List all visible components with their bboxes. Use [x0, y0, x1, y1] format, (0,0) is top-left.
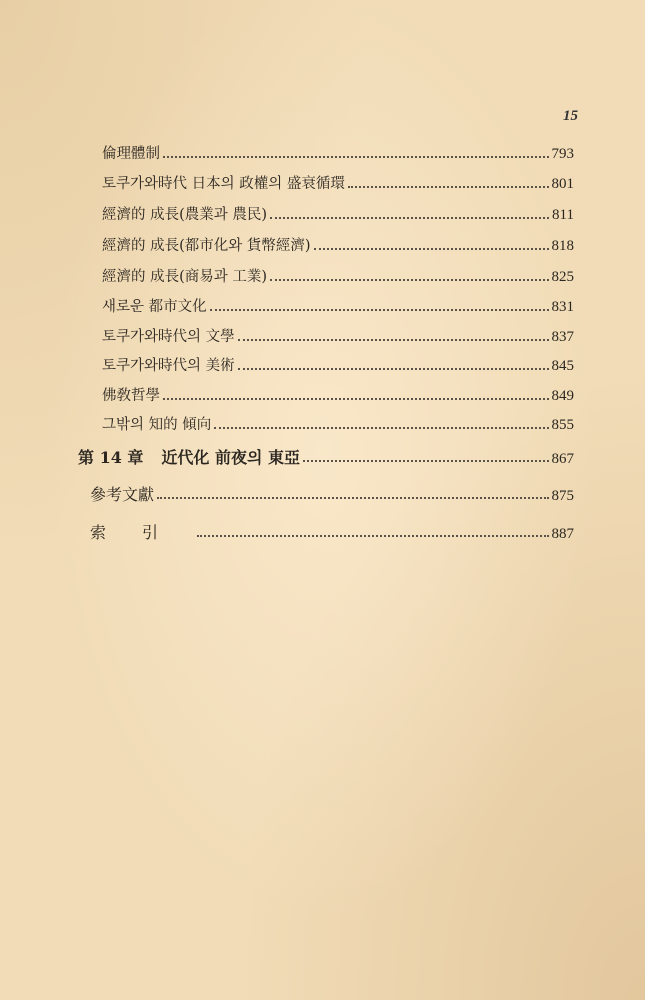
- toc-entry-label: 經濟的 成長(都市化와 貨幣經濟): [102, 238, 311, 254]
- dot-leader: [210, 309, 549, 311]
- toc-entry-page: 855: [551, 417, 574, 433]
- toc-entry-label: 經濟的 成長(農業과 農民): [102, 207, 268, 223]
- toc-entry: [102, 295, 574, 316]
- toc-entry-label: 그밖의 知的 傾向: [102, 417, 212, 433]
- appendix-entry-bibliography: [90, 482, 574, 505]
- toc-entry: [102, 384, 574, 405]
- dot-leader: [314, 248, 549, 250]
- toc-entry-label: 經濟的 成長(商易과 工業): [102, 269, 268, 285]
- dot-leader: [214, 427, 548, 429]
- chapter-title: 近代化 前夜의 東亞: [161, 448, 301, 467]
- toc-entry: [102, 354, 574, 375]
- toc-entry-label: 토쿠가와時代의 美術: [102, 358, 235, 374]
- appendix-label: 索引: [90, 523, 195, 542]
- toc-entry: [102, 265, 574, 286]
- toc-entry-page: 825: [551, 269, 574, 285]
- toc-entry: [102, 325, 574, 346]
- chapter-heading: [78, 445, 574, 468]
- toc-entry-page: 793: [551, 146, 574, 162]
- toc-entry: [102, 234, 574, 255]
- appendix-entry-index: [90, 520, 574, 543]
- toc-entry: [102, 413, 574, 434]
- appendix-page: 887: [551, 526, 574, 542]
- toc-entry-label: 토쿠가와時代 日本의 政權의 盛衰循環: [102, 176, 345, 192]
- toc-entry-label: 佛敎哲學: [102, 388, 160, 404]
- chapter-number: 第 14 章: [78, 448, 144, 467]
- dot-leader: [270, 217, 549, 219]
- toc-entry-page: 831: [551, 299, 574, 315]
- dot-leader: [163, 398, 549, 400]
- toc-entry: [102, 172, 574, 193]
- toc-entry-page: 801: [551, 176, 574, 192]
- toc-entry: [102, 203, 574, 224]
- toc-entry-page: 811: [552, 207, 574, 223]
- page-number: 15: [563, 108, 578, 124]
- toc-entry-page: 837: [551, 329, 574, 345]
- chapter-page: 867: [551, 451, 574, 467]
- dot-leader: [348, 186, 549, 188]
- dot-leader: [238, 368, 549, 370]
- toc-entry: [102, 142, 574, 163]
- toc-entry-label: 倫理體制: [102, 146, 160, 162]
- dot-leader: [163, 156, 549, 158]
- toc-entry-page: 849: [551, 388, 574, 404]
- dot-leader: [157, 497, 548, 499]
- appendix-label: 參考文獻: [90, 485, 155, 504]
- toc-entry-page: 818: [551, 238, 574, 254]
- dot-leader: [303, 460, 548, 462]
- dot-leader: [238, 339, 549, 341]
- toc-entry-page: 845: [551, 358, 574, 374]
- toc-entry-label: 토쿠가와時代의 文學: [102, 329, 235, 345]
- dot-leader: [197, 535, 548, 537]
- appendix-page: 875: [551, 488, 574, 504]
- dot-leader: [270, 279, 548, 281]
- toc-entry-label: 새로운 都市文化: [102, 299, 207, 315]
